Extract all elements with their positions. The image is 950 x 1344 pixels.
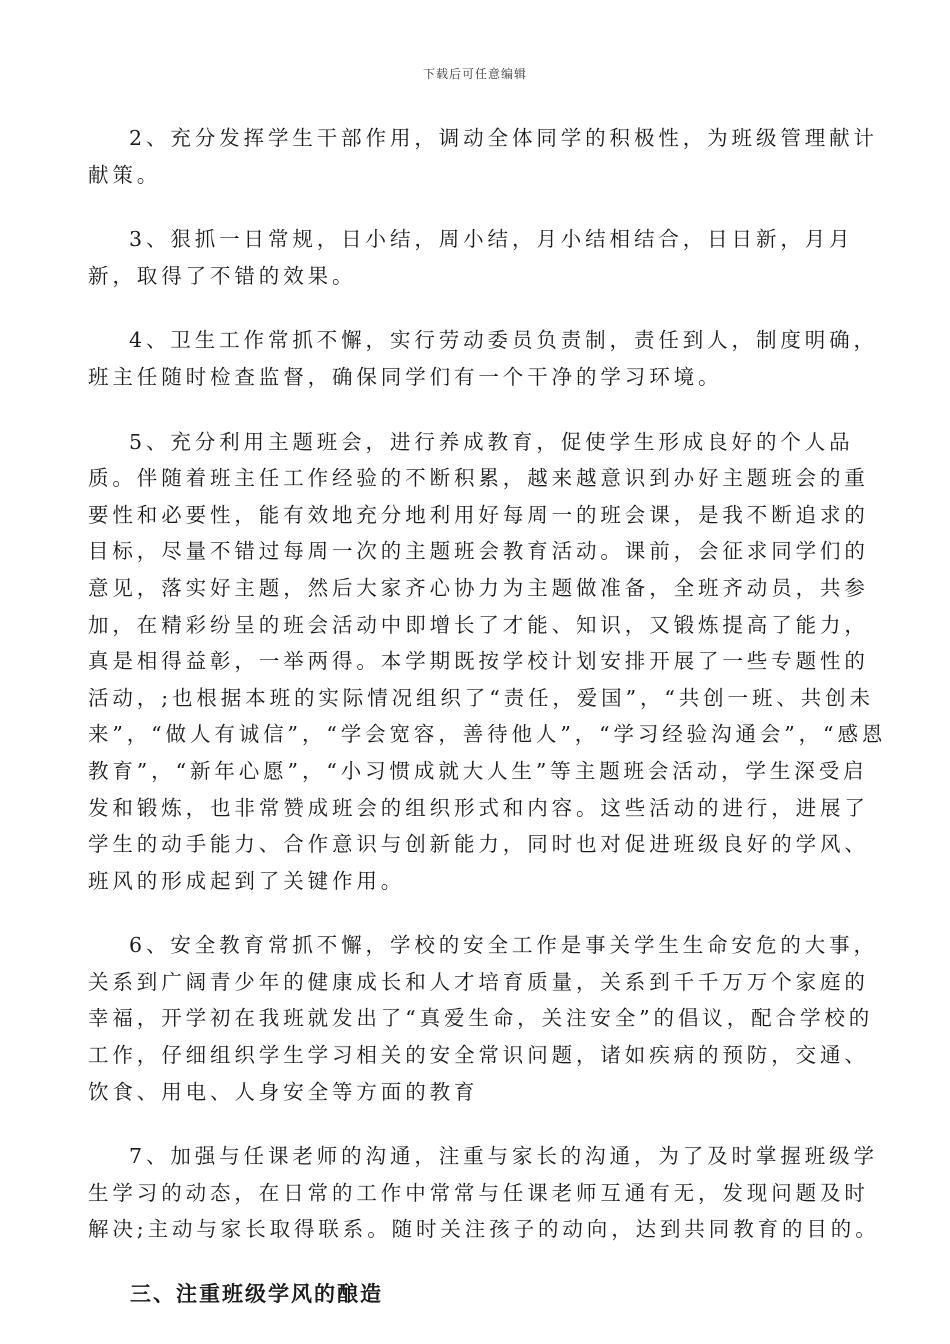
section-heading: 三、注重班级学风的酿造 <box>130 1282 383 1307</box>
paragraph-item-3: 3、狠抓一日常规，日小结，周小结，月小结相结合，日日新，月月新，取得了不错的效果。 <box>88 227 854 288</box>
paragraph-item-6: 6、安全教育常抓不懈，学校的安全工作是事关学生生命安危的大事，关系到广阔青少年的健康成长和人才培育质量，关系到千千万万个家庭的幸福，开学初在我班就发出了“真爱生命，关注安全”的倡议，配合学校的工作，仔细组织学生学习相关的安全常识问题，诸如疾病的预防，交通、饮食、用电、人身安全等方面的教育 <box>88 933 878 1104</box>
paragraph-item-2: 2、充分发挥学生干部作用，调动全体同学的积极性，为班级管理献计献策。 <box>88 126 878 187</box>
paragraph-item-5: 5、充分利用主题班会，进行养成教育，促使学生形成良好的个人品质。伴随着班主任工作经验的不断积累，越来越意识到办好主题班会的重要性和必要性，能有效地充分地利用好每周一的班会课，是我不断追求的目标，尽量不错过每周一次的主题班会教育活动。课前，会征求同学们的意见，落实好主题，然后大家齐心协力为主题做准备，全班齐动员，共参加，在精彩纷呈的班会活动中即增长了才能、知识，又锻炼提高了能力，真是相得益彰，一举两得。本学期既按学校计划安排开展了一些专题性的活动，;也根据本班的实际情况组织了“责任，爱国”，“共创一班、共创未来”，“做人有诚信”，“学会宽容，善待他人”，“学习经验沟通会”，“感恩教育”，“新年心愿”，“小习惯成就大人生”等主题班会活动，学生深受启发和锻炼，也非常赞成班会的组织形式和内容。这些活动的进行，进展了学生的动手能力、合作意识与创新能力，同时也对促进班级良好的学风、班风的形成起到了关键作用。 <box>88 429 887 893</box>
paragraph-item-4: 4、卫生工作常抓不懈，实行劳动委员负责制，责任到人，制度明确，班主任随时检查监督，确保同学们有一个干净的学习环境。 <box>88 328 878 389</box>
paragraph-item-7: 7、加强与任课老师的沟通，注重与家长的沟通，为了及时掌握班级学生学习的动态，在日常的工作中常常与任课老师互通有无，发现问题及时解决;主动与家长取得联系。随时关注孩子的动向，达到共同教育的目的。 <box>88 1144 880 1242</box>
page-header-note: 下载后可任意编辑 <box>422 67 527 81</box>
document-body <box>88 120 888 1312</box>
